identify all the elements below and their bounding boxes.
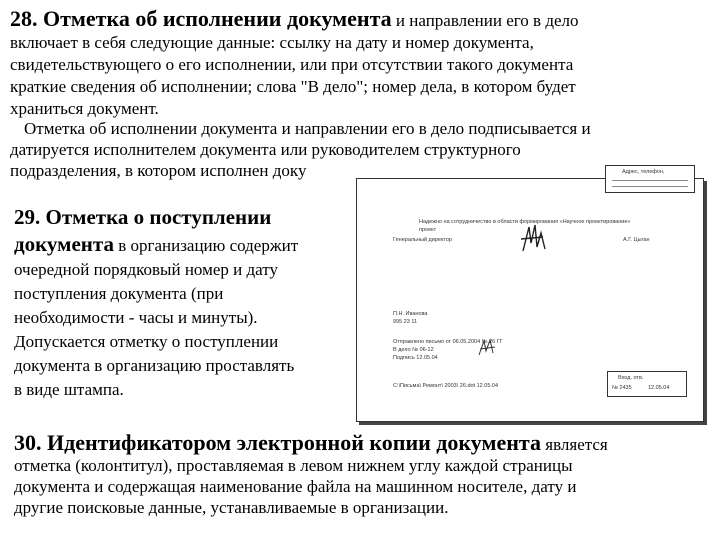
doc-executor-name: П.Н. Иванова [393, 311, 428, 317]
section-28-line: краткие сведения об исполнении; слова "В дело"; номер дела, в котором будет [10, 77, 576, 96]
section-28-para2-line: подразделения, в котором исполнен доку [10, 161, 307, 180]
section-29-line: в организацию содержит [113, 236, 299, 255]
doc-note-line: В дело № 06-12 [393, 347, 434, 353]
incoming-stamp-line: Вход. отв. [618, 375, 644, 381]
doc-note-line: Отправлено письмо от 06.05.2004 № 26 ГГ [393, 339, 503, 345]
incoming-stamp-line: 12.05.04 [648, 385, 670, 391]
doc-position: Генеральный директор [393, 237, 452, 243]
doc-note-line: Подпись 12.05.04 [393, 355, 438, 361]
doc-header-text-2: проект [419, 227, 437, 233]
incoming-stamp-line: № 2435 [612, 385, 632, 391]
signature-icon [517, 221, 549, 255]
section-28-line: свидетельствующего о его исполнении, или при отсутствии такого документа [10, 55, 574, 74]
section-29-line: Допускается отметку о поступлении [14, 332, 279, 351]
section-28-line: включает в себя следующие данные: ссылку на дату и номер документа, [10, 33, 534, 52]
section-29-line: необходимости - часы и минуты). [14, 308, 258, 327]
stamp-text: Адрес, телефон, [622, 169, 665, 175]
section-29-line: документа в организацию проставлять [14, 356, 295, 375]
doc-file-path: С:\Письма\ Ремонт\ 2003\ 26.dot 12.05.04 [393, 383, 499, 389]
section-28-heading: 28. Отметка об исполнении документа [10, 6, 392, 31]
section-28-para2-line: Отметка об исполнении документа и направлении его в дело подписывается и [24, 119, 591, 138]
section-29-line: в виде штампа. [14, 380, 124, 399]
section-28-line: и направлении его в дело [391, 11, 579, 30]
section-30-line: другие поисковые данные, устанавливаемые в организации. [14, 498, 449, 517]
section-28-line: храниться документ. [10, 99, 159, 118]
section-29-line: поступления документа (при [14, 284, 224, 303]
section-29 [14, 204, 354, 402]
section-28 [10, 8, 710, 120]
section-29-heading: 29. Отметка о поступлении [14, 205, 272, 229]
section-30 [14, 432, 714, 518]
doc-executor-phone: 995 23 11 [393, 319, 418, 325]
section-30-line: является [541, 435, 608, 454]
section-29-line: очередной порядковый номер и дату [14, 260, 278, 279]
small-signature-icon [477, 337, 499, 359]
section-30-line: отметка (колонтитул), проставляемая в левом нижнем углу каждой страницы [14, 456, 573, 475]
section-28-para2-line: датируется исполнителем документа или руководителем структурного [10, 140, 521, 159]
doc-signer-name: А.Г. Цыган [623, 237, 650, 243]
section-30-line: документа и содержащая наименование файла на машинном носителе, дату и [14, 477, 577, 496]
address-stamp [605, 165, 695, 193]
section-29-heading-2: документа [14, 232, 114, 256]
incoming-stamp [607, 371, 687, 397]
section-30-heading: 30. Идентификатором электронной копии документа [14, 430, 542, 455]
doc-header-text: Надежно на сотрудничество в области формирования «Научное проектирование» [419, 219, 631, 225]
document-sample-image [356, 169, 704, 422]
